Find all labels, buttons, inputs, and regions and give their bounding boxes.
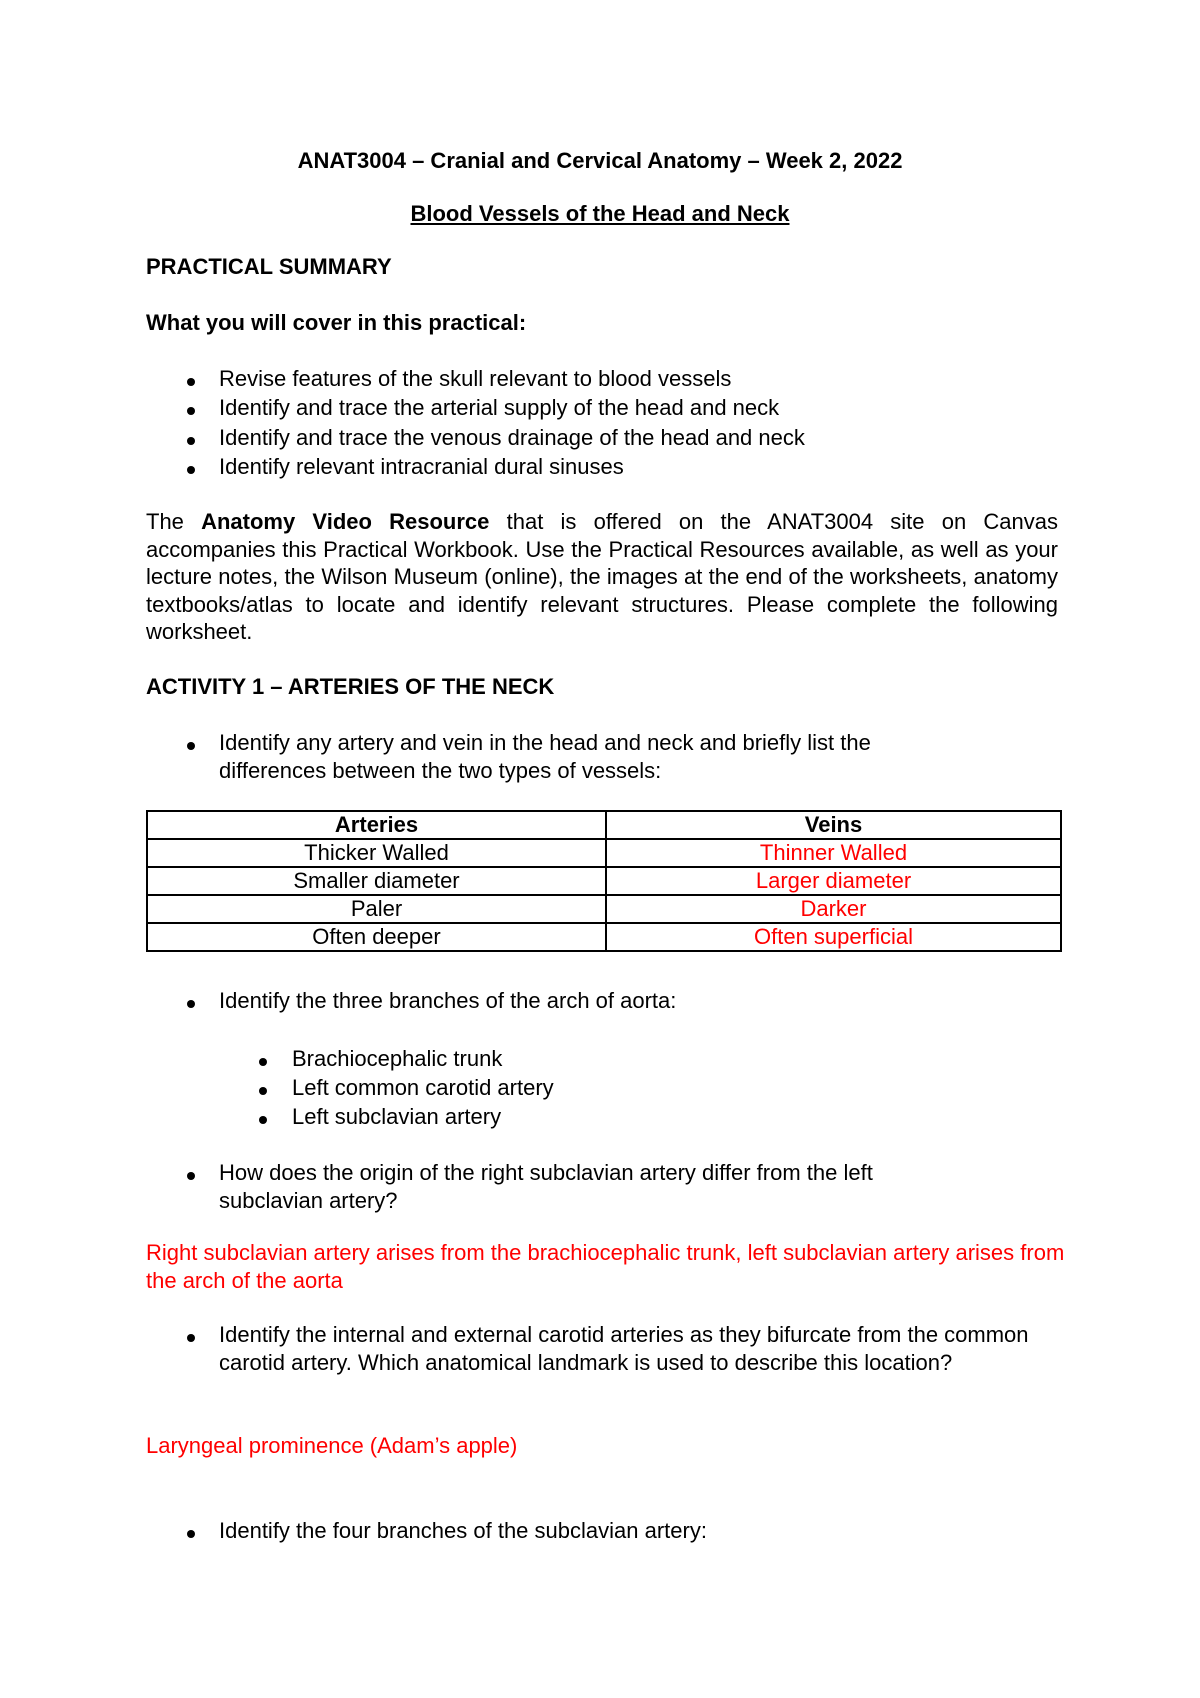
page-subtitle [0, 200, 1200, 227]
video-resource-name: Anatomy Video Resource [201, 509, 490, 534]
cover-item: Identify relevant intracranial dural sinuses [219, 454, 624, 479]
table-cell-artery: Smaller diameter [147, 867, 606, 895]
bullet-icon [187, 466, 195, 474]
table-cell-vein: Darker [606, 895, 1061, 923]
activity1-heading: ACTIVITY 1 – ARTERIES OF THE NECK [146, 674, 555, 699]
table-cell-artery: Paler [147, 895, 606, 923]
intro-paragraph [146, 508, 1058, 646]
table-cell-vein: Thinner Walled [606, 839, 1061, 867]
aortic-branch-item: Left common carotid artery [292, 1075, 554, 1100]
table-cell-artery: Thicker Walled [147, 839, 606, 867]
bullet-icon [187, 378, 195, 386]
table-row [147, 923, 1061, 951]
summary-heading: PRACTICAL SUMMARY [146, 254, 392, 279]
table-header-veins: Veins [606, 811, 1061, 839]
table-cell-artery: Often deeper [147, 923, 606, 951]
bullet-icon [259, 1087, 267, 1095]
cover-item: Identify and trace the arterial supply of the head and neck [219, 395, 780, 420]
bullet-icon [187, 407, 195, 415]
bullet-icon [187, 1530, 195, 1538]
cover-item: Identify and trace the venous drainage of the head and neck [219, 425, 805, 450]
bullet-icon [187, 742, 195, 750]
intro-text: that is offered on the ANAT3004 site on Canvas accompanies this Practical Workbook. Use the Practical Resources available, as well as your lecture notes, the Wilson Museum (online), the images at the end of the worksheets, anatomy textbooks/atlas to locate and identify relevant structures. Please complete the following worksheet. [146, 509, 1058, 644]
table-row [147, 895, 1061, 923]
aortic-branch-item: Left subclavian artery [292, 1104, 502, 1129]
bullet-icon [187, 1172, 195, 1180]
question-carotid-bifurcation: Identify the internal and external carotid arteries as they bifurcate from the common carotid artery. Which anatomical landmark is used to describe this location? [219, 1322, 1029, 1375]
page-subtitle-text: Blood Vessels of the Head and Neck [410, 201, 790, 226]
table-header-row [147, 811, 1061, 839]
question-subclavian-branches: Identify the four branches of the subclavian artery: [219, 1518, 707, 1543]
bullet-icon [259, 1058, 267, 1066]
intro-text: The [146, 509, 202, 534]
answer-subclavian-origin: Right subclavian artery arises from the brachiocephalic trunk, left subclavian artery arises from the arch of the aorta [146, 1240, 1065, 1293]
bullet-icon [187, 437, 195, 445]
aortic-branch-item: Brachiocephalic trunk [292, 1046, 503, 1071]
bullet-icon [187, 1000, 195, 1008]
table-cell-vein: Often superficial [606, 923, 1061, 951]
cover-heading: What you will cover in this practical: [146, 310, 527, 335]
question-vessel-differences: Identify any artery and vein in the head and neck and briefly list the differences between the two types of vessels: [219, 730, 871, 783]
table-row [147, 867, 1061, 895]
bullet-icon [187, 1334, 195, 1342]
cover-item: Revise features of the skull relevant to blood vessels [219, 366, 732, 391]
table-row [147, 839, 1061, 867]
question-subclavian-origin: How does the origin of the right subclavian artery differ from the left subclavian artery? [219, 1160, 873, 1213]
vessel-comparison-table [146, 810, 1062, 952]
table-header-arteries: Arteries [147, 811, 606, 839]
question-aortic-branches: Identify the three branches of the arch of aorta: [219, 988, 677, 1013]
table-cell-vein: Larger diameter [606, 867, 1061, 895]
page-title: ANAT3004 – Cranial and Cervical Anatomy – Week 2, 2022 [297, 148, 903, 173]
answer-carotid-landmark: Laryngeal prominence (Adam’s apple) [146, 1433, 518, 1458]
bullet-icon [259, 1116, 267, 1124]
